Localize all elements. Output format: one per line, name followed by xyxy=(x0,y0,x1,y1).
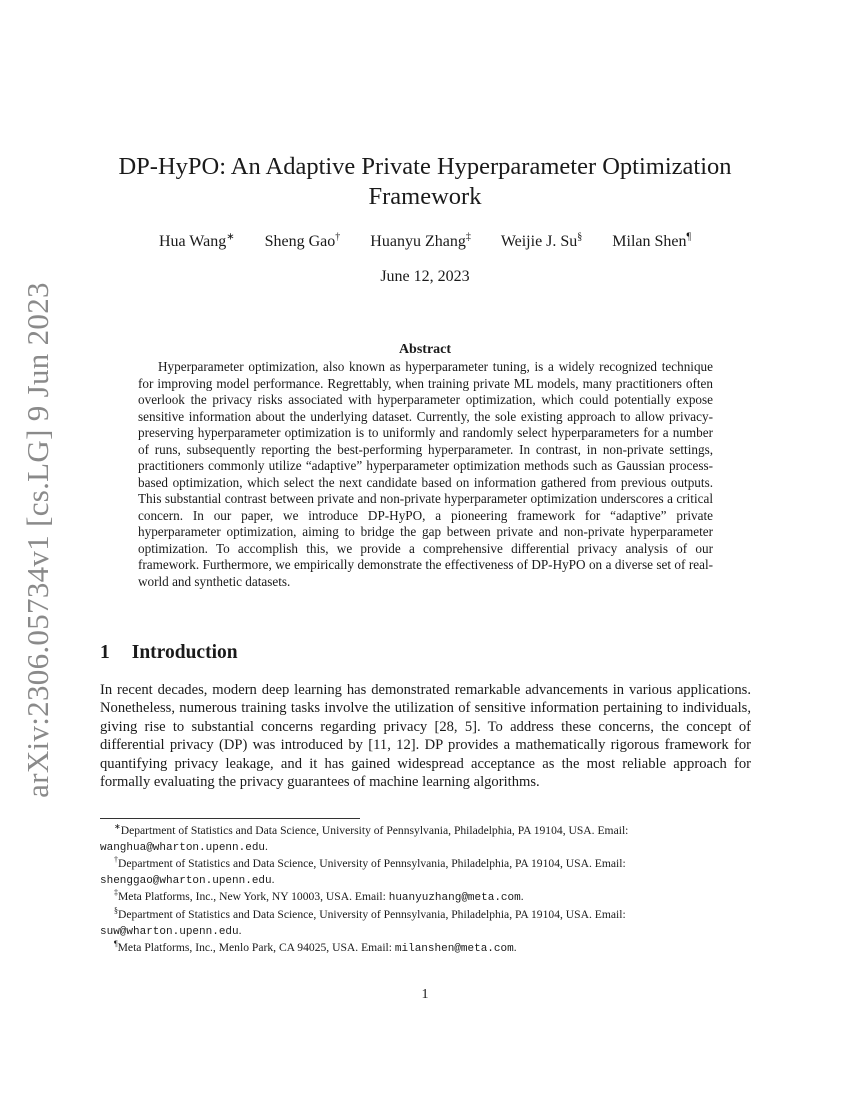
author: Hua Wang∗ xyxy=(158,231,235,250)
section-number: 1 xyxy=(100,642,110,663)
author: Milan Shen¶ xyxy=(612,231,692,250)
author: Weijie J. Su§ xyxy=(500,231,583,250)
abstract-text: Hyperparameter optimization, also known as hyperparameter tuning, is a widely recognized technique for improving model performance. Regrettably, when training private ML models, many practitioners often overlook the privacy risks associated with hyperparameter optimization, which could potentially expose sensitive information about the underlying dataset. Currently, the sole existing approach to allow privacy-preserving hyperparameter optimization is to uniformly and randomly select hyperparameters for a number of runs, subsequently reporting the best-performing hyperparameter. In contrast, in non-private settings, practitioners commonly utilize “adaptive” hyperparameter optimization methods such as Gaussian process-based optimization, which select the next candidate based on information gathered from previous outputs. This substantial contrast between private and non-private hyperparameter optimization underscores a critical concern. In our paper, we introduce DP-HyPO, a pioneering framework for “adaptive” private hyperparameter optimization, aiming to bridge the gap between private and non-private hyperparameter optimization. To accomplish this, we provide a comprehensive differential privacy analysis of our framework. Furthermore, we empirically demonstrate the effectiveness of DP-HyPO on a diverse set of real-world and synthetic datasets. xyxy=(138,359,713,589)
email-address: milanshen@meta.com xyxy=(394,943,514,956)
footnote-divider xyxy=(100,818,360,819)
author: Sheng Gao† xyxy=(264,231,341,250)
section-heading xyxy=(100,642,238,664)
footnotes xyxy=(100,823,751,958)
email-address: huanyuzhang@meta.com xyxy=(388,892,521,905)
email-address: wanghua@wharton.upenn.edu xyxy=(100,841,266,854)
author-list xyxy=(100,233,750,251)
footnote: ‡Meta Platforms, Inc., New York, NY 10003, USA. Email: huanyuzhang@meta.com. xyxy=(114,888,524,905)
paper-title: DP-HyPO: An Adaptive Private Hyperparameter Optimization Framework xyxy=(118,153,732,210)
email-address: shenggao@wharton.upenn.edu xyxy=(100,874,272,887)
page-number: 1 xyxy=(421,987,429,1002)
footnote: §Department of Statistics and Data Science, University of Pennsylvania, Philadelphia, PA 19104, USA. Email: suw@wharton.upenn.edu. xyxy=(100,906,626,938)
publication-date: June 12, 2023 xyxy=(380,268,470,285)
email-address: suw@wharton.upenn.edu xyxy=(100,925,239,938)
footnote: ¶Meta Platforms, Inc., Menlo Park, CA 94025, USA. Email: milanshen@meta.com. xyxy=(114,939,517,956)
introduction-paragraph: In recent decades, modern deep learning has demonstrated remarkable advancements in various applications. Nonetheless, numerous training tasks involve the utilization of sensitive information pertaining to individuals, giving rise to substantial concerns regarding privacy [28, 5]. To address these concerns, the concept of differential privacy (DP) was introduced by [11, 12]. DP provides a mathematically rigorous framework for quantifying privacy leakage, and it has gained widespread acceptance as the most reliable approach for formally evaluating the privacy guarantees of machine learning algorithms. xyxy=(100,682,751,791)
abstract-heading: Abstract xyxy=(398,342,452,357)
arxiv-identifier-stamp: arXiv:2306.05734v1 [cs.LG] 9 Jun 2023 xyxy=(20,282,55,798)
author: Huanyu Zhang‡ xyxy=(370,231,471,250)
footnote: †Department of Statistics and Data Science, University of Pennsylvania, Philadelphia, PA 19104, USA. Email: shenggao@wharton.upenn.edu. xyxy=(100,855,626,887)
section-title: Introduction xyxy=(131,642,238,663)
footnote: ∗Department of Statistics and Data Science, University of Pennsylvania, Philadelphia, PA 19104, USA. Email: wanghua@wharton.upenn.edu. xyxy=(100,822,629,854)
